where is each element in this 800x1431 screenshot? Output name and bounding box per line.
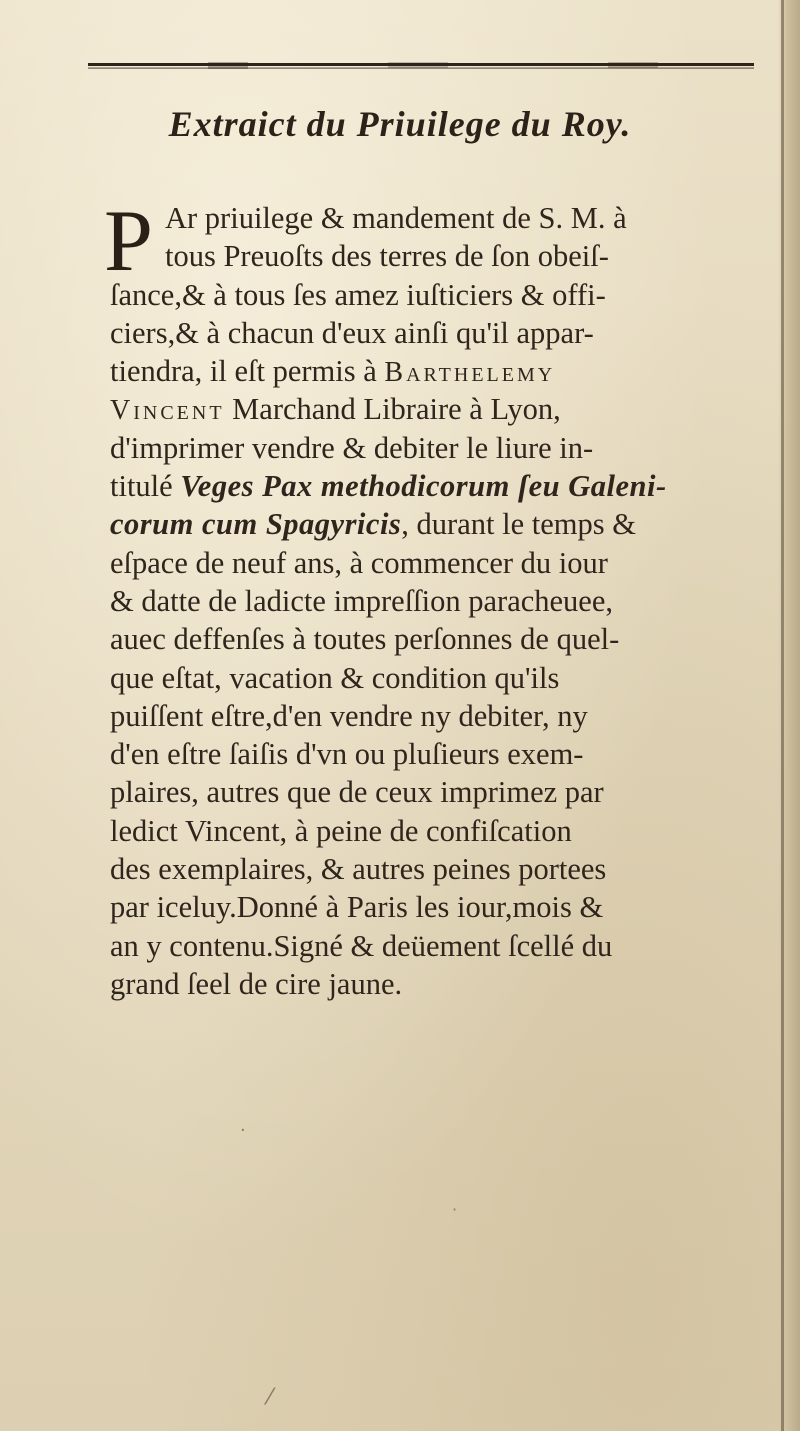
text-segment: tous Preuoſts des terres de ſon obeiſ- <box>165 239 609 274</box>
text-line <box>110 697 790 735</box>
text-segment: grand ſeel de cire jaune. <box>110 966 403 1001</box>
small-caps-name: Barthelemy <box>384 357 556 389</box>
text-segment: puiſſent eſtre,d'en vendre ny debiter, ny <box>110 698 588 733</box>
text-line <box>110 582 790 620</box>
text-segment: ciers,& à chacun d'eux ainſi qu'il appar- <box>110 315 594 350</box>
text-segment: plaires, autres que de ceux imprimez par <box>110 775 604 810</box>
ornamental-rule <box>88 60 754 72</box>
italic-title-segment: corum cum Spagyricis <box>110 507 402 542</box>
text-line <box>110 276 790 314</box>
text-line <box>110 927 790 965</box>
text-line <box>110 620 790 658</box>
text-line <box>110 888 790 926</box>
text-line <box>110 429 790 467</box>
text-line <box>110 314 790 352</box>
text-line <box>110 352 790 390</box>
ink-mark: ⁄ <box>268 1385 272 1410</box>
text-line <box>110 544 790 582</box>
text-segment: eſpace de neuf ans, à commencer du iour <box>110 545 608 580</box>
text-line <box>110 390 790 428</box>
text-segment: Ar priuilege & mandement de S. M. à <box>165 201 627 235</box>
text-segment: Marchand Libraire à Lyon, <box>224 392 561 427</box>
text-segment: , durant le temps & <box>401 507 636 542</box>
small-caps-name: Vincent <box>110 395 225 427</box>
text-line <box>110 965 790 1003</box>
text-line <box>110 850 790 888</box>
text-line <box>110 237 790 275</box>
text-line <box>110 199 790 237</box>
ink-speck: · <box>452 1200 458 1219</box>
privilege-text <box>110 199 790 1003</box>
text-line <box>110 505 790 543</box>
text-segment: auec deffenſes à toutes perſonnes de quel- <box>110 622 620 657</box>
text-line <box>110 812 790 850</box>
text-line <box>110 659 790 697</box>
page-title: Extraict du Priuilege du Roy. <box>168 104 632 144</box>
text-segment: d'imprimer vendre & debiter le liure in- <box>110 430 594 465</box>
text-segment: que eſtat, vacation & condition qu'ils <box>110 660 560 695</box>
text-segment: an y contenu.Signé & deüement ſcellé du <box>110 928 613 963</box>
text-segment: d'en eſtre ſaiſis d'vn ou pluſieurs exem- <box>110 737 584 772</box>
italic-title-segment: Veges Pax methodicorum ſeu Galeni- <box>180 469 667 504</box>
text-segment: ſance,& à tous ſes amez iuſticiers & offi- <box>110 277 606 312</box>
text-segment: des exemplaires, & autres peines portees <box>110 852 607 887</box>
text-segment: ledict Vincent, à peine de confiſcation <box>110 813 572 848</box>
text-segment: tiendra, il eſt permis à <box>110 354 385 389</box>
text-line <box>110 773 790 811</box>
text-line <box>110 735 790 773</box>
ink-speck: · <box>240 1120 246 1141</box>
text-segment: par iceluy.Donné à Paris les iour,mois & <box>110 890 604 925</box>
text-segment: titulé <box>110 469 181 504</box>
drop-cap: P <box>104 193 153 290</box>
text-segment: & datte de ladicte impreſſion paracheuee, <box>110 583 614 618</box>
text-line <box>110 467 790 505</box>
